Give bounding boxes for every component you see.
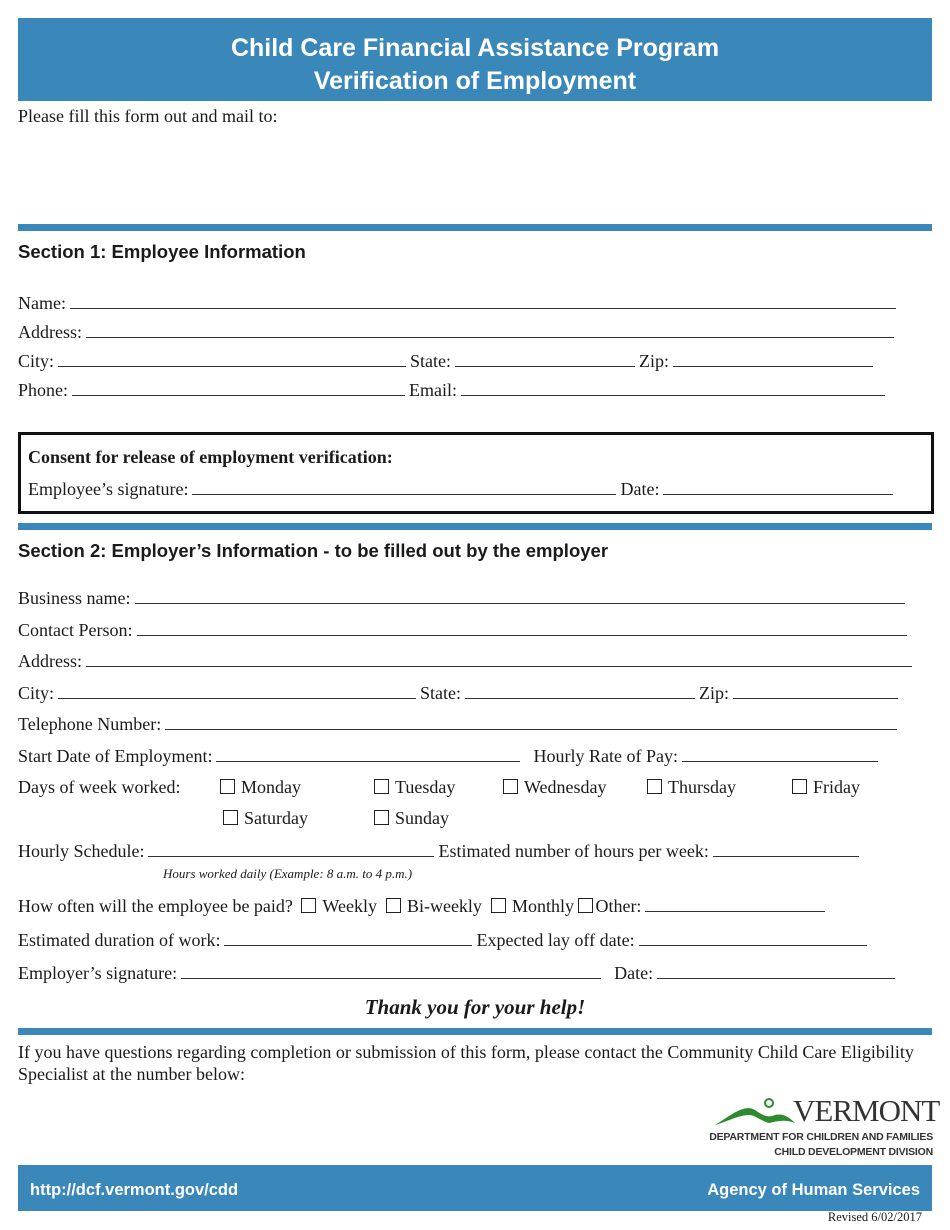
employer-city-label: City: — [18, 683, 55, 703]
employee-city-field[interactable] — [58, 349, 406, 367]
telephone-label: Telephone Number: — [18, 714, 162, 734]
section-divider — [18, 1028, 932, 1035]
employer-signature-label: Employer’s signature: — [18, 963, 178, 983]
employee-name-row — [18, 291, 900, 315]
pay-option-label: Weekly — [322, 896, 377, 916]
hourly-rate-field[interactable] — [682, 744, 878, 762]
checkbox[interactable] — [647, 779, 662, 794]
checkbox[interactable] — [374, 810, 389, 825]
duration-label: Estimated duration of work: — [18, 930, 221, 950]
email-label: Email: — [409, 380, 458, 400]
business-name-field[interactable] — [135, 586, 905, 604]
day-option-monday[interactable] — [220, 775, 301, 799]
employee-phone-field[interactable] — [72, 378, 405, 396]
employer-address-label: Address: — [18, 651, 82, 671]
checkbox[interactable] — [220, 779, 235, 794]
employer-address-row — [18, 649, 916, 673]
day-label: Thursday — [668, 777, 736, 797]
employee-phone-row — [18, 378, 889, 402]
day-option-tuesday[interactable] — [374, 775, 455, 799]
telephone-field[interactable] — [165, 712, 897, 730]
employee-signature-label: Employee’s signature: — [28, 479, 189, 499]
hourly-rate-label: Hourly Rate of Pay: — [533, 746, 678, 766]
consent-title: Consent for release of employment verification: — [28, 447, 393, 467]
day-label: Saturday — [244, 808, 308, 828]
day-option-thursday[interactable] — [647, 775, 736, 799]
pay-option-weekly[interactable] — [297, 896, 377, 916]
employer-city-field[interactable] — [58, 681, 416, 699]
day-label: Sunday — [395, 808, 449, 828]
contact-person-field[interactable] — [137, 618, 907, 636]
logo-division: CHILD DEVELOPMENT DIVISION — [774, 1146, 933, 1158]
footer-url-link[interactable]: http://dcf.vermont.gov/cdd — [30, 1181, 239, 1199]
contact-person-row — [18, 618, 911, 642]
business-name-label: Business name: — [18, 588, 131, 608]
pay-frequency-row — [18, 894, 825, 918]
start-date-row — [18, 744, 882, 768]
day-option-sunday[interactable] — [374, 806, 449, 830]
vermont-dcf-logo — [707, 1093, 940, 1161]
checkbox[interactable] — [301, 898, 316, 913]
hours-per-week-field[interactable] — [713, 839, 859, 857]
footer-banner — [18, 1165, 932, 1211]
employee-email-field[interactable] — [461, 378, 885, 396]
employer-date-label: Date: — [614, 963, 654, 983]
pay-option-monthly[interactable] — [491, 896, 574, 916]
checkbox[interactable] — [792, 779, 807, 794]
mountain-logo-icon — [711, 1095, 801, 1129]
checkbox[interactable] — [491, 898, 506, 913]
checkbox[interactable] — [386, 898, 401, 913]
state-label: State: — [410, 351, 452, 371]
start-date-field[interactable] — [216, 744, 520, 762]
phone-label: Phone: — [18, 380, 69, 400]
day-label: Monday — [241, 777, 301, 797]
pay-option-other[interactable] — [578, 896, 641, 916]
hourly-schedule-row — [18, 839, 863, 863]
employee-signature-field[interactable] — [192, 477, 616, 495]
hourly-schedule-label: Hourly Schedule: — [18, 841, 145, 861]
day-label: Friday — [813, 777, 860, 797]
section-2-title: Section 2: Employer’s Information - to be filled out by the employer — [18, 540, 609, 561]
pay-option-label: Bi-weekly — [406, 896, 482, 916]
employee-state-field[interactable] — [455, 349, 635, 367]
section-divider — [18, 523, 932, 530]
schedule-hint: Hours worked daily (Example: 8 a.m. to 4 p.m.) — [163, 866, 413, 881]
employee-address-row — [18, 320, 898, 344]
day-option-wednesday[interactable] — [503, 775, 607, 799]
consent-signature-row — [28, 477, 893, 501]
employer-date-field[interactable] — [657, 961, 895, 979]
employee-zip-field[interactable] — [673, 349, 873, 367]
employer-state-label: State: — [420, 683, 462, 703]
address-label: Address: — [18, 322, 82, 342]
revision-date: Revised 6/02/2017 — [827, 1210, 922, 1224]
pay-frequency-label: How often will the employee be paid? — [18, 896, 293, 916]
telephone-row — [18, 712, 901, 736]
employer-zip-label: Zip: — [699, 683, 730, 703]
pay-option-label: Monthly — [511, 896, 574, 916]
pay-other-field[interactable] — [645, 894, 825, 912]
hours-per-week-label: Estimated number of hours per week: — [438, 841, 709, 861]
day-label: Wednesday — [524, 777, 607, 797]
form-title: Child Care Financial Assistance Program — [230, 34, 720, 62]
zip-label: Zip: — [639, 351, 670, 371]
hourly-schedule-field[interactable] — [148, 839, 434, 857]
employer-address-field[interactable] — [86, 649, 912, 667]
checkbox[interactable] — [223, 810, 238, 825]
pay-option-biweekly[interactable] — [386, 896, 482, 916]
pay-option-label: Other: — [595, 896, 642, 916]
consent-date-field[interactable] — [663, 477, 893, 495]
start-date-label: Start Date of Employment: — [18, 746, 213, 766]
city-label: City: — [18, 351, 55, 371]
employee-name-field[interactable] — [70, 291, 896, 309]
section-1-title: Section 1: Employee Information — [18, 241, 306, 262]
layoff-label: Expected lay off date: — [476, 930, 635, 950]
employer-city-row — [18, 681, 898, 705]
employee-city-row — [18, 349, 877, 373]
contact-person-label: Contact Person: — [18, 620, 133, 640]
checkbox[interactable] — [503, 779, 518, 794]
employer-signature-row — [18, 961, 895, 985]
checkbox[interactable] — [374, 779, 389, 794]
form-subtitle: Verification of Employment — [313, 67, 637, 95]
header-banner — [18, 18, 932, 101]
layoff-date-field[interactable] — [639, 928, 867, 946]
thank-you-message: Thank you for your help! — [364, 995, 586, 1019]
logo-department: DEPARTMENT FOR CHILDREN AND FAMILIES — [709, 1131, 933, 1143]
day-option-saturday[interactable] — [223, 806, 308, 830]
employee-address-field[interactable] — [86, 320, 894, 338]
name-label: Name: — [18, 293, 66, 313]
contact-instructions: If you have questions regarding completion or submission of this form, please contact the Community Child Care Eligibility Specialist at the number below: — [18, 1042, 914, 1084]
employer-signature-field[interactable] — [181, 961, 601, 979]
consent-date-label: Date: — [620, 479, 660, 499]
days-worked-label: Days of week worked: — [18, 777, 181, 797]
duration-field[interactable] — [224, 928, 472, 946]
section-divider — [18, 224, 932, 231]
mail-to-instruction: Please fill this form out and mail to: — [18, 106, 278, 126]
logo-wordmark: VERMONT — [793, 1093, 940, 1128]
day-option-friday[interactable] — [792, 775, 860, 799]
business-name-row — [18, 586, 909, 610]
footer-agency: Agency of Human Services — [707, 1181, 920, 1199]
checkbox[interactable] — [578, 898, 593, 913]
duration-row — [18, 928, 871, 952]
day-label: Tuesday — [395, 777, 456, 797]
employer-state-field[interactable] — [465, 681, 695, 699]
employer-zip-field[interactable] — [733, 681, 898, 699]
